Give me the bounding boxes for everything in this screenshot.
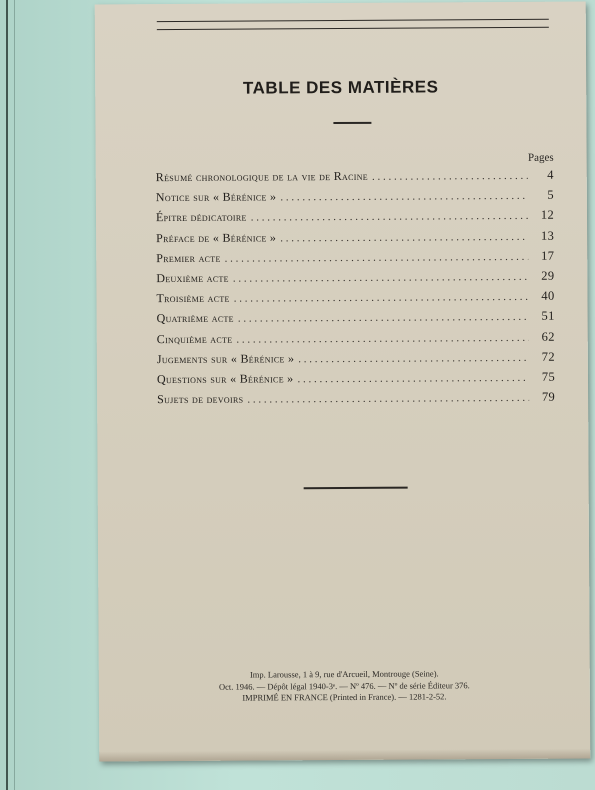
toc-entry-label: Troisième acte [156,290,230,306]
dot-leader [233,271,529,285]
toc-entry [157,390,555,413]
toc-entry [156,168,554,191]
dot-leader [297,372,529,385]
toc-entry-page: 13 [540,228,555,243]
book-page [95,2,591,762]
toc-entry-page: 29 [541,268,555,283]
toc-entry-page: 72 [541,349,555,364]
toc-entry-label: Quatrième acte [156,310,234,326]
toc-entry-label: Préface de « Bérénice » [156,229,277,245]
toc-entry-label: Jugements sur « Bérénice » [156,350,295,366]
dot-leader [251,210,528,224]
toc-entry-page: 75 [541,369,556,384]
imprint-line: IMPRIMÉ EN FRANCE (Printed in France). — 1281-2-52. [242,691,447,703]
dot-leader [372,170,528,183]
dot-leader [236,331,528,345]
toc-entry-label: Résumé chronologique de la vie de Racine [155,168,369,185]
printer-imprint [99,667,590,704]
table-of-contents [156,168,555,413]
toc-entry [156,269,554,292]
toc-entry-page: 62 [541,329,555,344]
toc-entry-page: 17 [541,248,555,263]
toc-entry-label: Premier acte [156,250,221,265]
dot-leader [238,311,529,325]
toc-entry [156,188,554,211]
toc-entry-label: Cinquième acte [156,331,233,346]
toc-entry-label: Questions sur « Bérénice » [156,371,294,387]
toc-entry [156,248,554,271]
dot-leader [247,392,529,406]
toc-entry-page: 5 [547,187,554,202]
toc-entry-page: 79 [541,389,556,404]
toc-entry-page: 4 [547,167,554,182]
toc-entry-label: Épitre dédicatoire [155,209,247,225]
background-edge-line-thin [14,0,15,790]
toc-entry [157,309,555,332]
toc-entry-label: Deuxième acte [156,270,229,286]
toc-entry [157,349,555,372]
title-underline [333,122,371,124]
toc-entry-page: 40 [541,288,555,303]
pages-column-label: Pages [527,151,554,164]
dot-leader [225,251,529,265]
header-double-rule [157,19,549,30]
toc-entry-label: Sujets de devoirs [157,391,244,407]
dot-leader [280,230,528,244]
background-edge-line [6,0,8,790]
toc-entry [157,329,555,352]
imprint-line: Oct. 1946. — Dépôt légal 1940-3ᵉ. — Nº 476. — Nº de série Éditeur 376. [218,679,470,692]
dot-leader [298,352,529,365]
imprint-line: Imp. Larousse, 1 à 9, rue d'Arcueil, Montrouge (Seine). [249,668,439,680]
toc-entry-page: 12 [540,208,555,223]
toc-entry [156,228,554,251]
toc-entry [156,208,554,231]
page-title: TABLE DES MATIÈRES [242,77,439,98]
toc-entry [156,289,554,312]
dot-leader [234,291,529,305]
toc-entry-label: Notice sur « Bérénice » [155,189,277,205]
section-divider [304,487,408,489]
toc-entry-page: 51 [541,309,555,324]
toc-entry [157,370,555,393]
dot-leader [280,190,528,204]
